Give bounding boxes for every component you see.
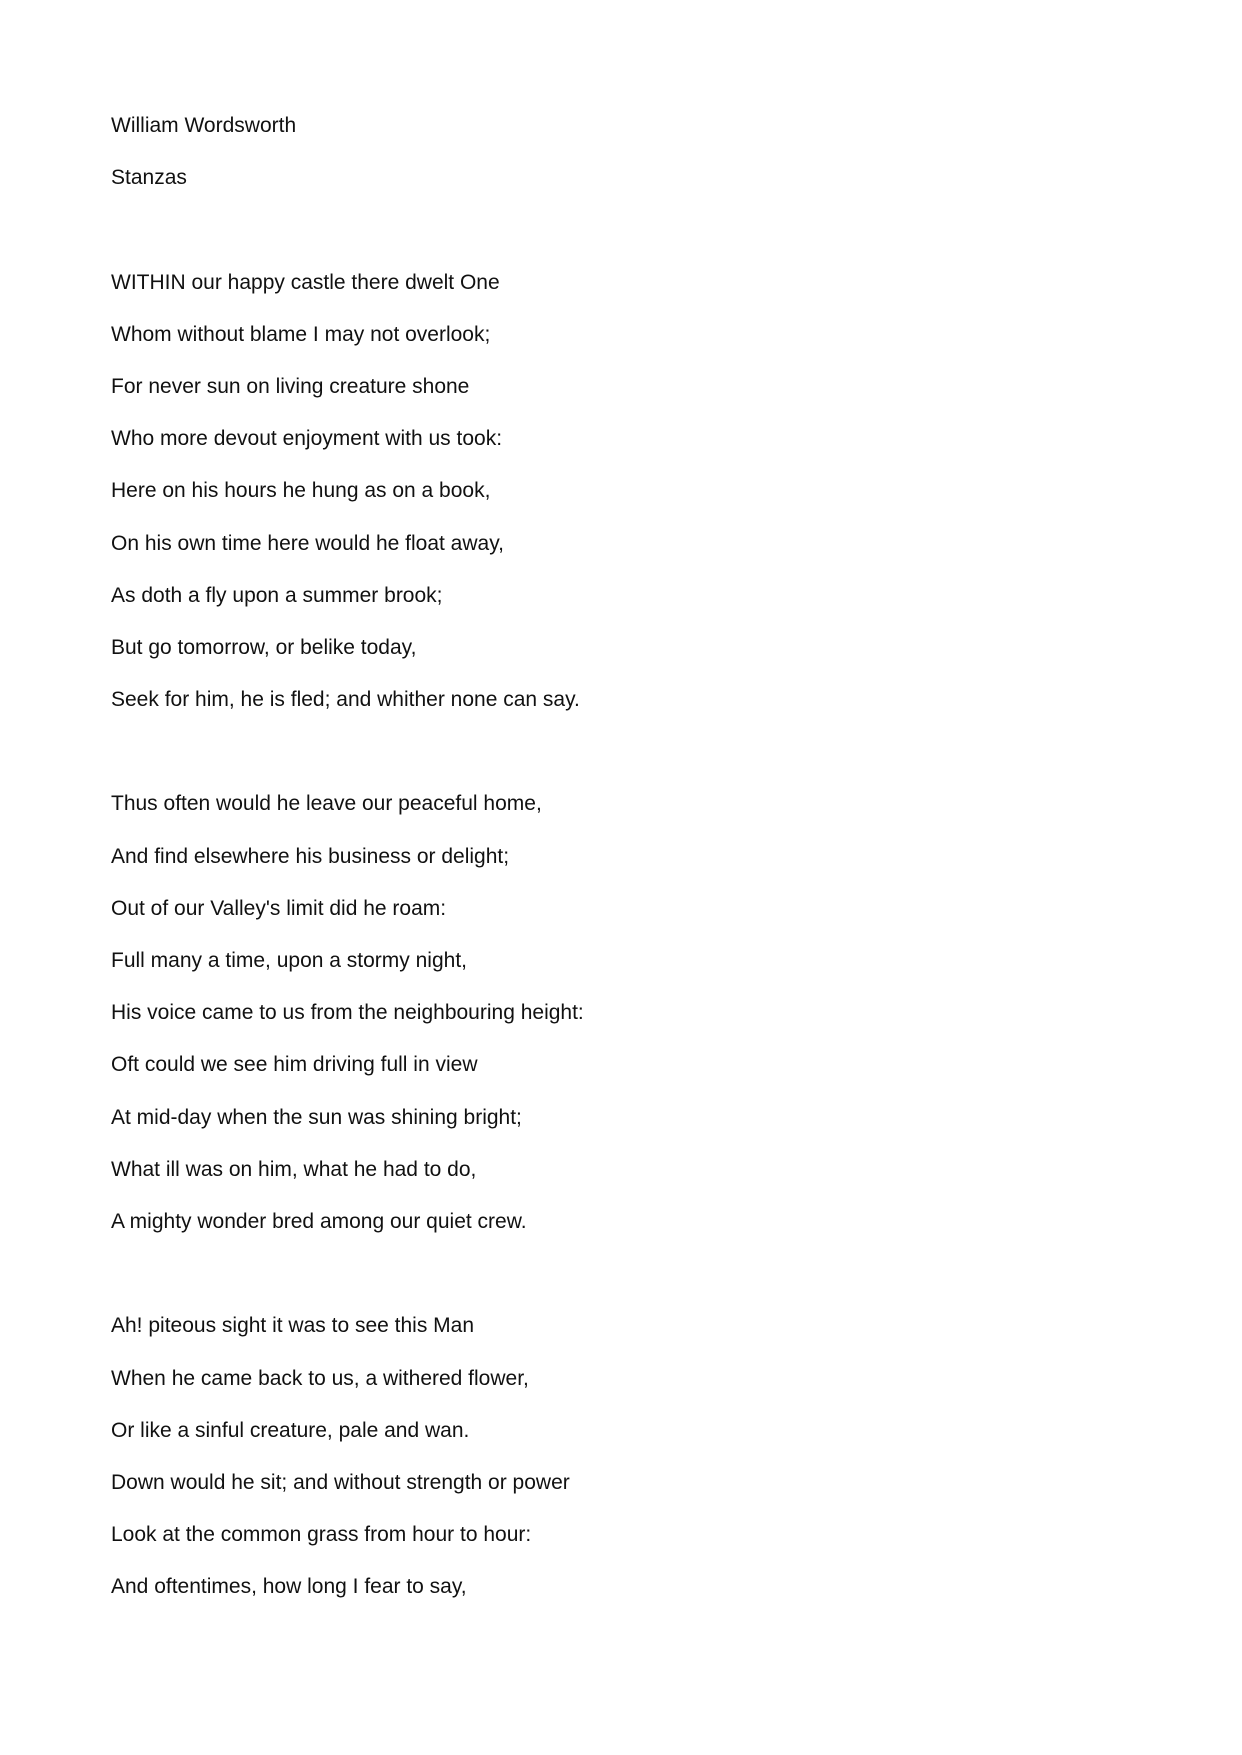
- stanza-3-line-1: Ah! piteous sight it was to see this Man: [111, 1314, 475, 1338]
- blank-line: [111, 734, 584, 786]
- stanza-3-line-3: Or like a sinful creature, pale and wan.: [111, 1418, 470, 1442]
- stanza-2-line-4: Full many a time, upon a stormy night,: [111, 949, 467, 972]
- stanza-1-line-2: Whom without blame I may not overlook;: [111, 322, 491, 346]
- stanza-1-line-8: But go tomorrow, or belike today,: [111, 635, 417, 659]
- blank-line: [111, 212, 584, 264]
- blank-line: [111, 1256, 584, 1308]
- stanza-1-line-7: As doth a fly upon a summer brook;: [111, 583, 443, 607]
- stanza-2-line-9: A mighty wonder bred among our quiet crew.: [111, 1209, 527, 1233]
- stanza-2-line-8: What ill was on him, what he had to do,: [111, 1157, 477, 1181]
- stanza-2-line-1: Thus often would he leave our peaceful home,: [111, 792, 542, 816]
- stanza-2-line-6: Oft could we see him driving full in view: [111, 1053, 478, 1077]
- stanza-3-line-4: Down would he sit; and without strength or power: [111, 1470, 570, 1494]
- stanza-3-line-2: When he came back to us, a withered flower,: [111, 1366, 529, 1390]
- stanza-2-line-2: And find elsewhere his business or delight;: [111, 844, 510, 868]
- stanza-2-line-5: His voice came to us from the neighbouring height:: [111, 1001, 584, 1025]
- stanza-3-line-6: And oftentimes, how long I fear to say,: [111, 1575, 467, 1599]
- stanza-2-line-3: Out of our Valley's limit did he roam:: [111, 896, 447, 920]
- stanza-1-line-1: WITHIN our happy castle there dwelt One: [111, 270, 500, 294]
- stanza-1-line-3: For never sun on living creature shone: [111, 374, 470, 398]
- poem-title: Stanzas: [111, 166, 187, 190]
- stanza-3-line-5: Look at the common grass from hour to hour:: [111, 1523, 532, 1547]
- stanza-1-line-9: Seek for him, he is fled; and whither none can say.: [111, 688, 580, 712]
- author-name: William Wordsworth: [111, 114, 297, 137]
- poem-text: [111, 108, 584, 1621]
- stanza-1-line-4: Who more devout enjoyment with us took:: [111, 427, 503, 451]
- stanza-1-line-5: Here on his hours he hung as on a book,: [111, 479, 491, 503]
- stanza-1-line-6: On his own time here would he float away,: [111, 531, 504, 555]
- stanza-2-line-7: At mid-day when the sun was shining bright;: [111, 1105, 522, 1129]
